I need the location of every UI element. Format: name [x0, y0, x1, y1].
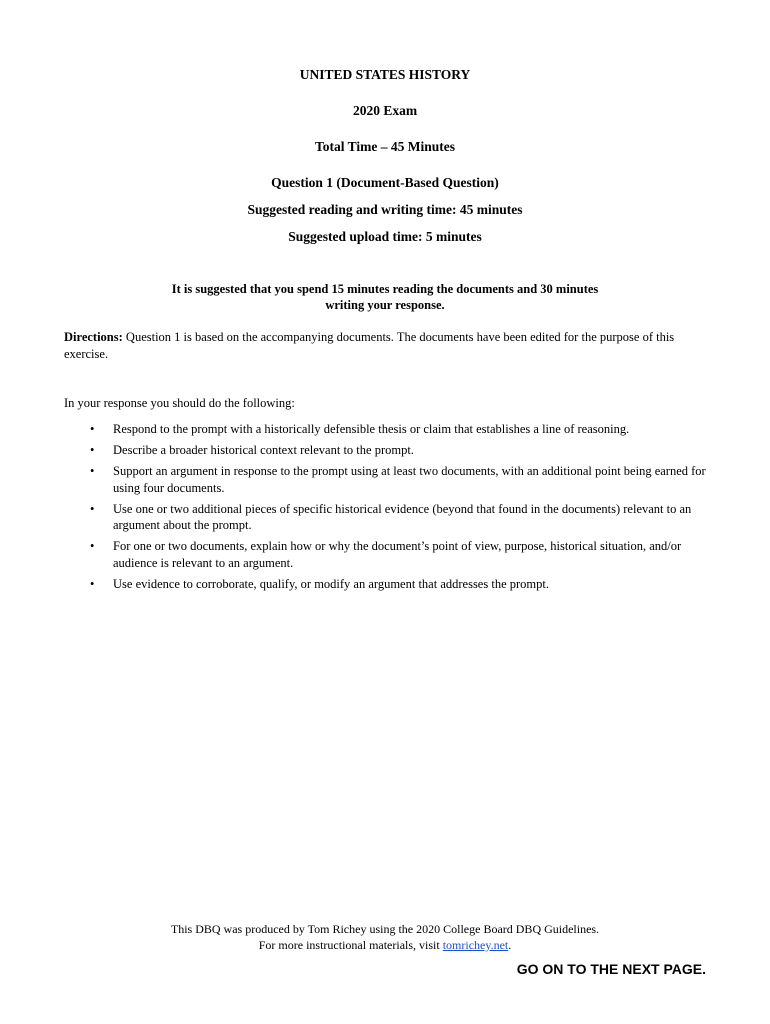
bullet-icon: • [90, 576, 95, 591]
list-item [64, 501, 714, 534]
suggestion-line-2: writing your response. [325, 298, 445, 312]
bullet-icon: • [90, 443, 95, 457]
suggestion-line-1: It is suggested that you spend 15 minutes reading the documents and 30 minutes [171, 282, 599, 296]
directions-text: Question 1 is based on the accompanying documents. The documents have been edited for the purpose of this exercise. [64, 330, 675, 361]
total-time: Total Time – 45 Minutes [314, 139, 456, 154]
task-text: For one or two documents, explain how or why the document’s point of view, purpose, historical situation, and/or audience is relevant to an argument. [113, 539, 682, 570]
response-intro: In your response you should do the following: [64, 396, 295, 410]
list-item [64, 463, 714, 496]
footer-prefix: For more instructional materials, visit [258, 938, 443, 952]
task-text: Use one or two additional pieces of specific historical evidence (beyond that found in the documents) relevant to an argument about the prompt. [113, 501, 692, 532]
bullet-icon: • [90, 464, 95, 478]
list-item [64, 538, 714, 571]
directions [64, 329, 714, 362]
footer-suffix: . [508, 938, 512, 952]
question-title: Question 1 (Document-Based Question) [271, 175, 499, 190]
footer-more [0, 937, 770, 953]
list-item [64, 442, 714, 459]
reading-time: Suggested reading and writing time: 45 minutes [247, 202, 523, 217]
subject-title: UNITED STATES HISTORY [299, 67, 471, 82]
bullet-icon: • [90, 501, 95, 516]
exam-year: 2020 Exam [352, 103, 418, 118]
directions-label: Directions: [64, 330, 123, 344]
task-list [64, 421, 714, 597]
footer-credit: This DBQ was produced by Tom Richey using the 2020 College Board DBQ Guidelines. [170, 922, 600, 936]
list-item [64, 421, 714, 438]
task-text: Respond to the prompt with a historically defensible thesis or claim that establishes a line of reasoning. [113, 422, 630, 436]
bullet-icon: • [90, 422, 95, 436]
go-next-page: GO ON TO THE NEXT PAGE. [516, 961, 706, 977]
task-text: Describe a broader historical context relevant to the prompt. [113, 443, 414, 457]
task-text: Support an argument in response to the prompt using at least two documents, with an additional point being earned for using four documents. [113, 464, 706, 495]
bullet-icon: • [90, 539, 95, 553]
tomrichey-link[interactable]: tomrichey.net [442, 938, 509, 952]
list-item [64, 576, 714, 593]
task-text: Use evidence to corroborate, qualify, or modify an argument that addresses the prompt. [113, 576, 549, 591]
upload-time: Suggested upload time: 5 minutes [288, 229, 482, 244]
